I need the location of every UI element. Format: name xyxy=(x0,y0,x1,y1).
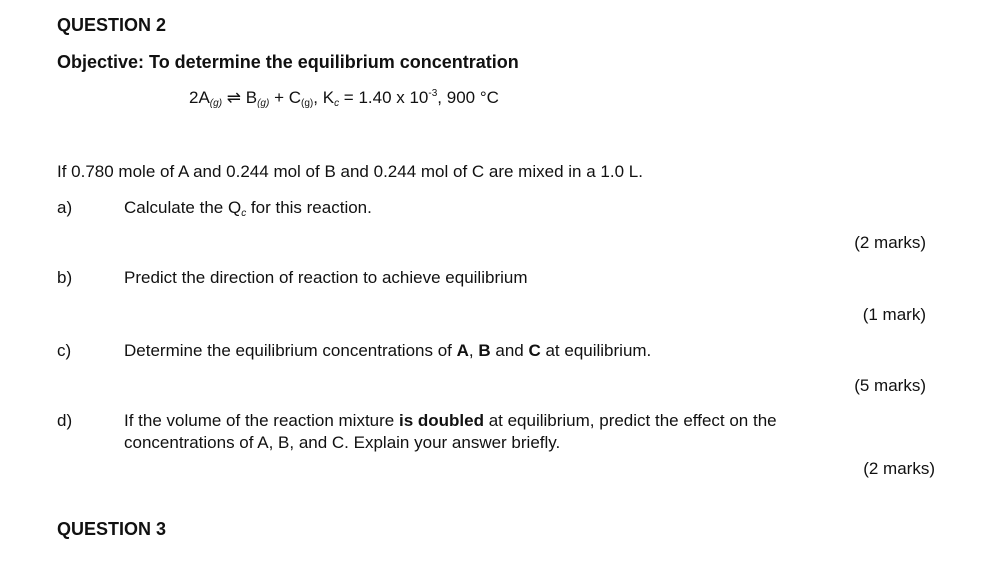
part-a-pre: Calculate the Q xyxy=(124,198,242,217)
part-c-marks: (5 marks) xyxy=(854,376,926,395)
part-d-post: at equilibrium, predict the effect on the xyxy=(483,411,777,430)
question-3-heading: QUESTION 3 xyxy=(57,519,167,539)
equation-coef-a: 2A xyxy=(189,88,210,107)
part-c-comma: , xyxy=(468,341,479,360)
part-a-sub: c xyxy=(241,208,247,219)
part-d-bold: is doubled xyxy=(398,411,484,430)
part-d-pre: If the volume of the reaction mixture xyxy=(124,411,399,430)
part-c-c: C xyxy=(528,341,541,360)
part-c-label: c) xyxy=(57,341,72,360)
equation-arrow: ⇌ xyxy=(226,88,242,107)
part-a-label: a) xyxy=(57,198,73,217)
part-c-b: B xyxy=(478,341,491,360)
equation-comma: , xyxy=(313,88,318,107)
part-c-pre: Determine the equilibrium concentrations of xyxy=(124,341,457,360)
objective-line: Objective: To determine the equilibrium concentration xyxy=(57,52,519,72)
question-2-heading: QUESTION 2 xyxy=(57,15,167,35)
equation-temperature: , 900 °C xyxy=(437,88,499,107)
part-c-text xyxy=(124,341,651,361)
intro-text: If 0.780 mole of A and 0.244 mol of B and 0.244 mol of C are mixed in a 1.0 L. xyxy=(57,162,643,181)
equation-exponent: -3 xyxy=(428,88,438,99)
part-c-post: at equilibrium. xyxy=(540,341,652,360)
part-b-marks: (1 mark) xyxy=(862,305,926,324)
equation-kc-sub: c xyxy=(334,98,340,109)
equation-b: B xyxy=(245,88,258,107)
equation-phase-a: (g) xyxy=(209,98,223,109)
equation-phase-c: (g) xyxy=(301,98,314,109)
equation-kc: K xyxy=(322,88,335,107)
reaction-equation xyxy=(189,88,499,109)
part-a-post: for this reaction. xyxy=(246,198,372,217)
equation-value: = 1.40 x 10 xyxy=(343,88,429,107)
equation-phase-b: (g) xyxy=(257,98,270,109)
part-b-text: Predict the direction of reaction to achieve equilibrium xyxy=(124,268,528,287)
part-d-label: d) xyxy=(57,411,73,430)
part-d-line1 xyxy=(124,411,777,431)
equation-c: C xyxy=(288,88,302,107)
part-c-a: A xyxy=(456,341,469,360)
part-c-and: and xyxy=(490,341,529,360)
part-d-marks: (2 marks) xyxy=(863,459,935,478)
part-a-text xyxy=(124,198,372,219)
part-a-marks: (2 marks) xyxy=(854,233,926,252)
equation-plus: + xyxy=(274,88,284,107)
part-d-line2: concentrations of A, B, and C. Explain your answer briefly. xyxy=(124,433,561,452)
part-b-label: b) xyxy=(57,268,73,287)
